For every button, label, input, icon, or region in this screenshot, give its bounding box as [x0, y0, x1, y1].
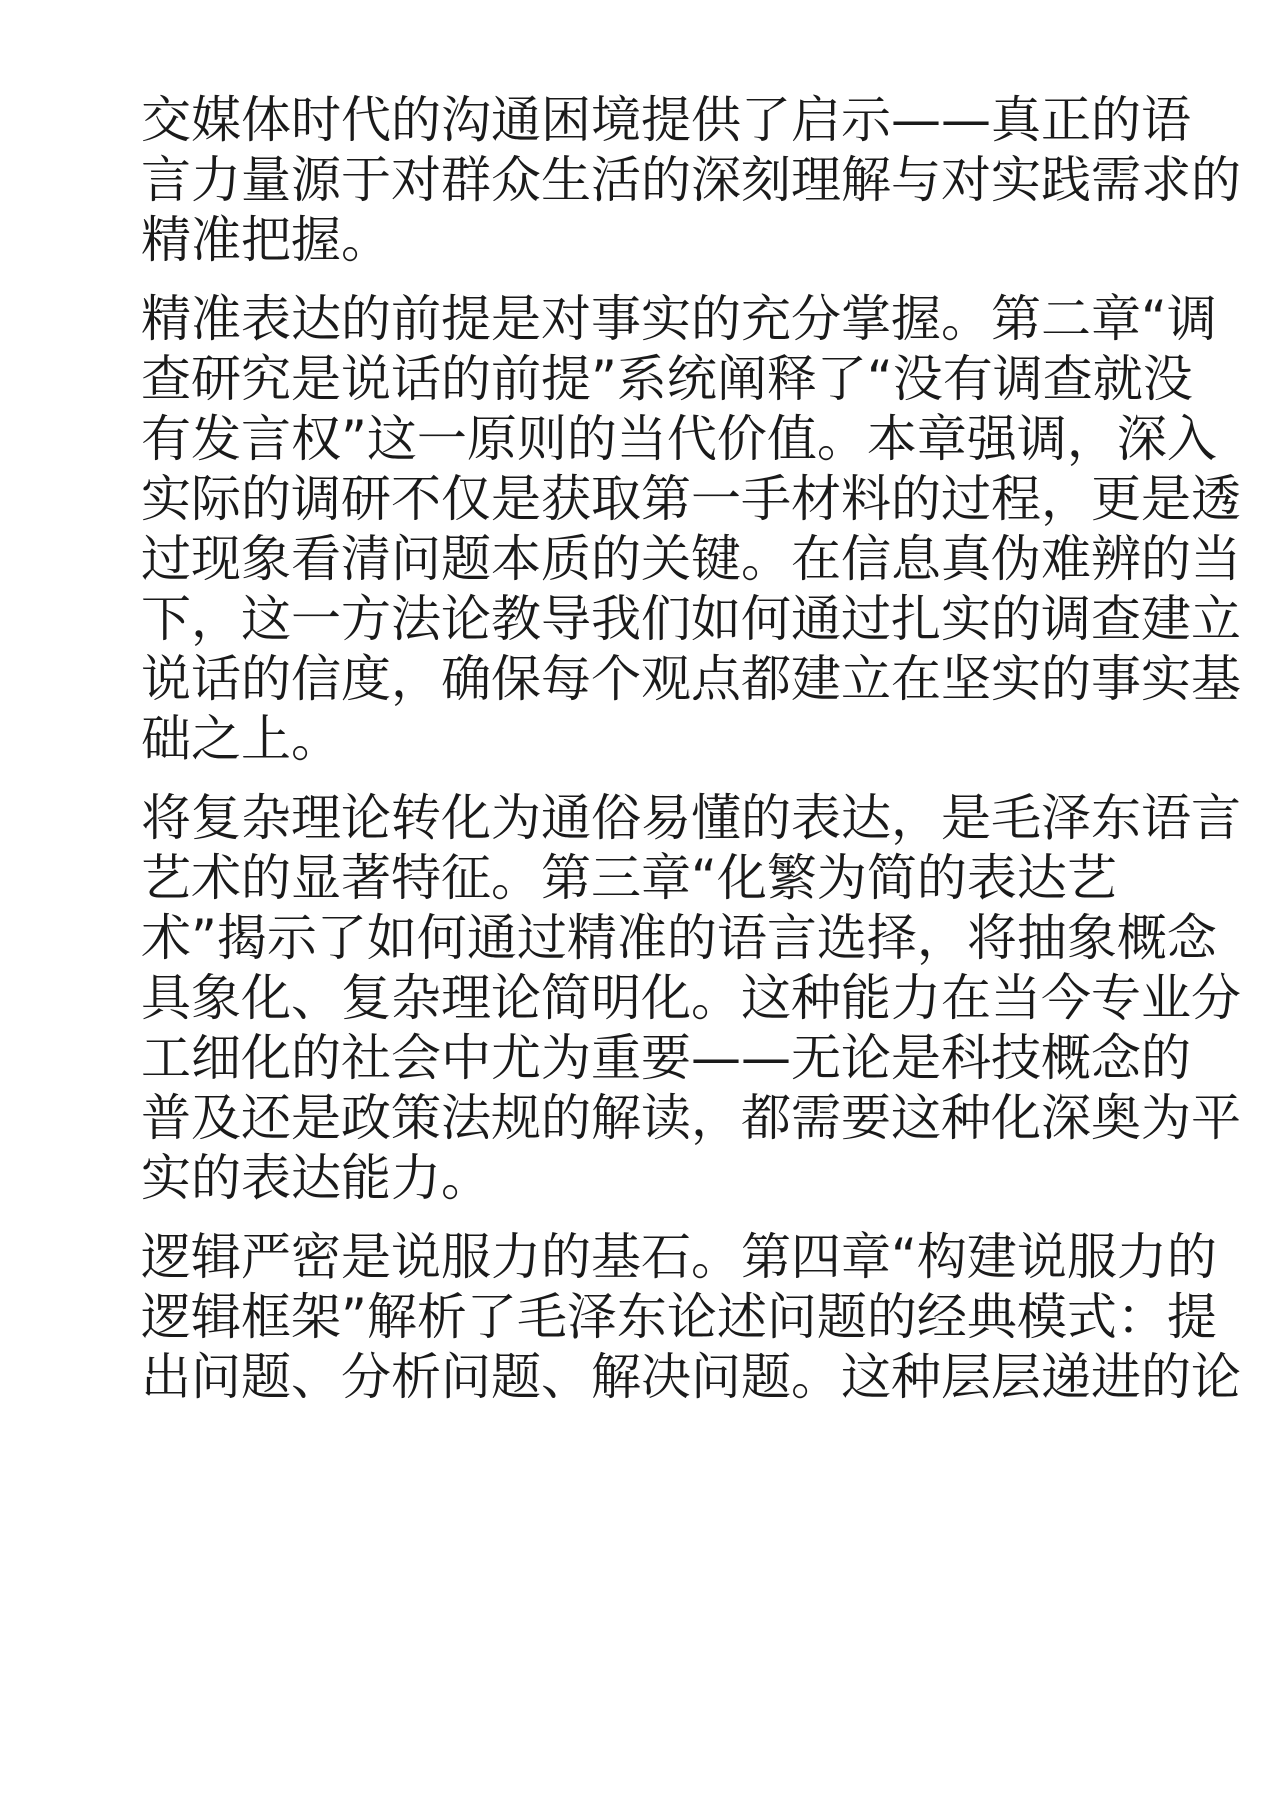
text-line: 将复杂理论转化为通俗易懂的表达，是毛泽东语言 — [141, 789, 1241, 847]
text-line: 具象化、复杂理论简明化。这种能力在当今专业分 — [141, 969, 1241, 1027]
text-line: 言力量源于对群众生活的深刻理解与对实践需求的 — [141, 151, 1241, 209]
text-line: 艺术的显著特征。第三章“化繁为简的表达艺 — [141, 849, 1117, 907]
text-line: 有发言权”这一原则的当代价值。本章强调，深入 — [141, 410, 1217, 468]
paragraph-4 — [141, 1227, 1241, 1407]
text-line: 过现象看清问题本质的关键。在信息真伪难辨的当 — [141, 530, 1241, 588]
text-line: 实的表达能力。 — [141, 1149, 491, 1207]
text-line: 术”揭示了如何通过精准的语言选择，将抽象概念 — [141, 909, 1217, 967]
paragraph-2 — [141, 289, 1241, 769]
text-line: 下，这一方法论教导我们如何通过扎实的调查建立 — [141, 590, 1241, 648]
text-line: 精准把握。 — [141, 211, 391, 269]
text-line: 精准表达的前提是对事实的充分掌握。第二章“调 — [141, 290, 1217, 348]
text-line: 工细化的社会中尤为重要——无论是科技概念的 — [141, 1029, 1191, 1087]
paragraph-1 — [141, 90, 1241, 270]
body-text — [141, 90, 1241, 1426]
text-line: 交媒体时代的沟通困境提供了启示——真正的语 — [141, 91, 1191, 149]
text-line: 说话的信度，确保每个观点都建立在坚实的事实基 — [141, 650, 1241, 708]
text-line: 普及还是政策法规的解读，都需要这种化深奥为平 — [141, 1089, 1241, 1147]
text-line: 础之上。 — [141, 710, 341, 768]
text-line: 逻辑严密是说服力的基石。第四章“构建说服力的 — [141, 1228, 1217, 1286]
paragraph-3 — [141, 788, 1241, 1208]
text-line: 实际的调研不仅是获取第一手材料的过程，更是透 — [141, 470, 1241, 528]
text-line: 逻辑框架”解析了毛泽东论述问题的经典模式：提 — [141, 1288, 1217, 1346]
text-line: 查研究是说话的前提”系统阐释了“没有调查就没 — [141, 350, 1193, 408]
text-line: 出问题、分析问题、解决问题。这种层层递进的论 — [141, 1348, 1241, 1406]
